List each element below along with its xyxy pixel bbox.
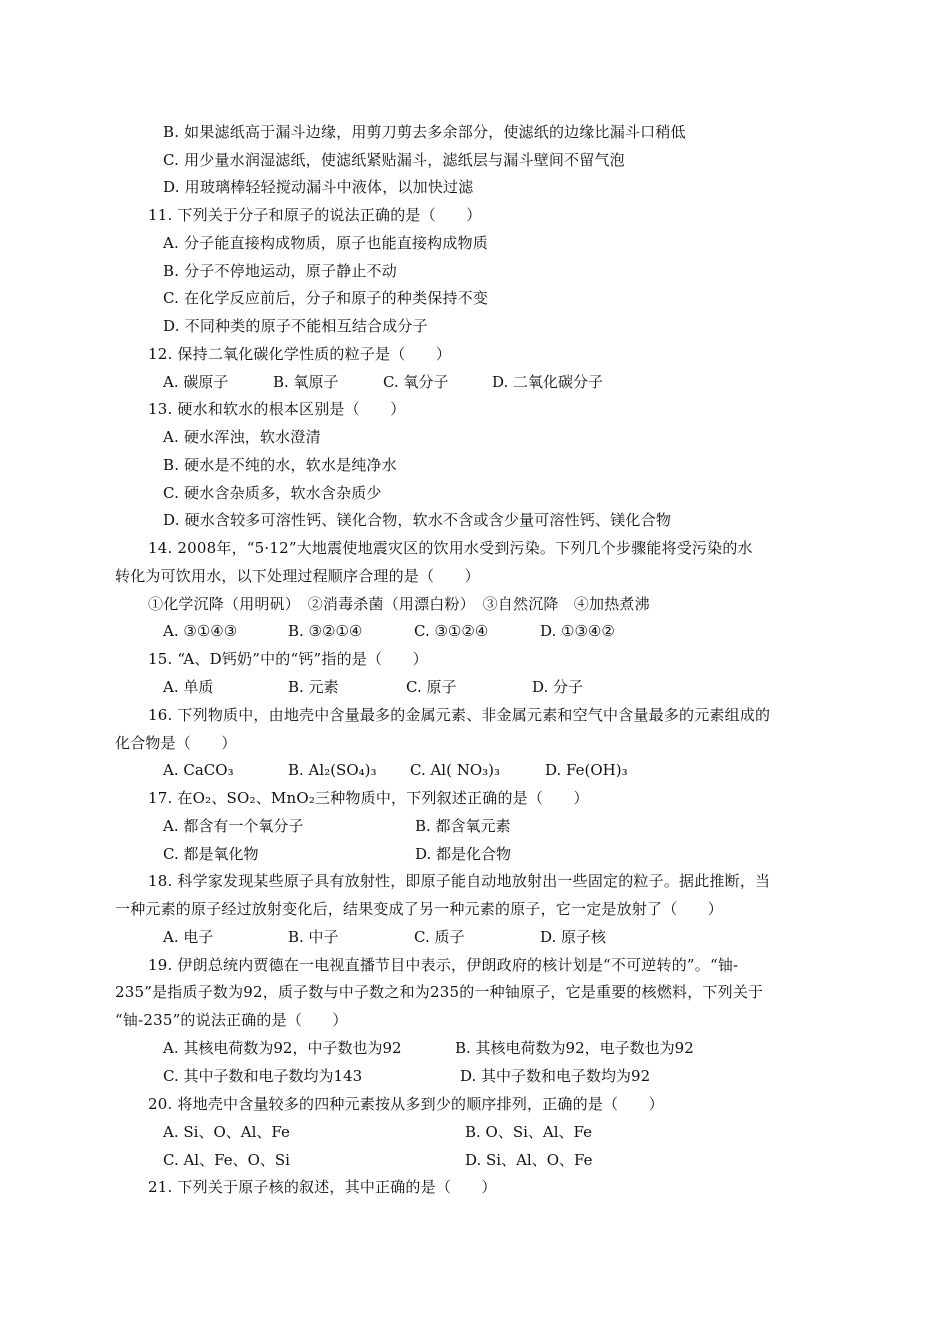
q13-option-a: A. 硬水浑浊，软水澄清 — [163, 428, 321, 446]
q20-stem: 20. 将地壳中含量较多的四种元素按从多到少的顺序排列，正确的是（ ） — [148, 1095, 664, 1113]
q20-option-b: B. O、Si、Al、Fe — [465, 1123, 593, 1141]
q14-option-d: D. ①③④② — [540, 622, 615, 640]
q19-option-c: C. 其中子数和电子数均为143 — [163, 1067, 363, 1085]
q11-option-b: B. 分子不停地运动，原子静止不动 — [163, 262, 397, 280]
q11-stem: 11. 下列关于分子和原子的说法正确的是（ ） — [148, 206, 482, 224]
q14-option-c: C. ③①②④ — [414, 622, 489, 640]
q12-option-b: B. 氧原子 — [273, 373, 339, 391]
q20-option-a: A. Si、O、Al、Fe — [163, 1123, 290, 1141]
q19-stem-line2: 235”是指质子数为92，质子数与中子数之和为235的一种铀原子，它是重要的核燃料，下列关于 — [115, 983, 764, 1001]
q10-option-d: D. 用玻璃棒轻轻搅动漏斗中液体，以加快过滤 — [163, 178, 474, 196]
q12-option-d: D. 二氧化碳分子 — [492, 373, 604, 391]
q16-option-b: B. Al₂(SO₄)₃ — [288, 761, 377, 779]
q12-option-c: C. 氧分子 — [383, 373, 449, 391]
q16-stem-line1: 16. 下列物质中，由地壳中含量最多的金属元素、非金属元素和空气中含量最多的元素组成的 — [148, 706, 771, 724]
q19-stem-line1: 19. 伊朗总统内贾德在一电视直播节目中表示，伊朗政府的核计划是“不可逆转的”。“铀- — [148, 956, 739, 974]
q14-stem-line2: 转化为可饮用水，以下处理过程顺序合理的是（ ） — [115, 567, 480, 585]
q16-stem-line2: 化合物是（ ） — [115, 734, 237, 752]
q12-option-a: A. 碳原子 — [163, 373, 229, 391]
q18-option-d: D. 原子核 — [540, 928, 607, 946]
q17-option-d: D. 都是化合物 — [415, 845, 512, 863]
q17-option-a: A. 都含有一个氧分子 — [163, 817, 304, 835]
q17-option-c: C. 都是氧化物 — [163, 845, 259, 863]
q14-stem-line1: 14. 2008年，“5·12”大地震使地震灾区的饮用水受到污染。下列几个步骤能将受污染的水 — [148, 539, 753, 557]
q14-option-a: A. ③①④③ — [163, 622, 238, 640]
q18-option-a: A. 电子 — [163, 928, 214, 946]
q10-option-c: C. 用少量水润湿滤纸，使滤纸紧贴漏斗，滤纸层与漏斗壁间不留气泡 — [163, 151, 625, 169]
q13-option-b: B. 硬水是不纯的水，软水是纯净水 — [163, 456, 397, 474]
q17-stem: 17. 在O₂、SO₂、MnO₂三种物质中，下列叙述正确的是（ ） — [148, 789, 589, 807]
q13-option-d: D. 硬水含较多可溶性钙、镁化合物，软水不含或含少量可溶性钙、镁化合物 — [163, 511, 672, 529]
q18-option-c: C. 质子 — [414, 928, 465, 946]
q15-option-a: A. 单质 — [163, 678, 214, 696]
q16-option-c: C. Al( NO₃)₃ — [410, 761, 501, 779]
q19-stem-line3: “铀-235”的说法正确的是（ ） — [115, 1011, 348, 1029]
q16-option-a: A. CaCO₃ — [163, 761, 234, 779]
q11-option-c: C. 在化学反应前后，分子和原子的种类保持不变 — [163, 289, 489, 307]
q16-option-d: D. Fe(OH)₃ — [545, 761, 628, 779]
q10-option-b: B. 如果滤纸高于漏斗边缘，用剪刀剪去多余部分，使滤纸的边缘比漏斗口稍低 — [163, 123, 686, 141]
q20-option-d: D. Si、Al、O、Fe — [465, 1151, 593, 1169]
q18-stem-line1: 18. 科学家发现某些原子具有放射性，即原子能自动地放射出一些固定的粒子。据此推断，当 — [148, 872, 771, 890]
q19-option-d: D. 其中子数和电子数均为92 — [460, 1067, 651, 1085]
q11-option-a: A. 分子能直接构成物质，原子也能直接构成物质 — [163, 234, 488, 252]
q11-option-d: D. 不同种类的原子不能相互结合成分子 — [163, 317, 428, 335]
q13-stem: 13. 硬水和软水的根本区别是（ ） — [148, 400, 406, 418]
q20-option-c: C. Al、Fe、O、Si — [163, 1151, 290, 1169]
q13-option-c: C. 硬水含杂质多，软水含杂质少 — [163, 484, 382, 502]
q15-option-c: C. 原子 — [406, 678, 457, 696]
q19-option-b: B. 其核电荷数为92，电子数也为92 — [455, 1039, 694, 1057]
q15-stem: 15. “A、D钙奶”中的“钙”指的是（ ） — [148, 650, 428, 668]
q19-option-a: A. 其核电荷数为92，中子数也为92 — [163, 1039, 402, 1057]
q15-option-d: D. 分子 — [532, 678, 584, 696]
q14-option-b: B. ③②①④ — [288, 622, 363, 640]
q17-option-b: B. 都含氧元素 — [415, 817, 511, 835]
q21-stem: 21. 下列关于原子核的叙述，其中正确的是（ ） — [148, 1178, 497, 1196]
q18-stem-line2: 一种元素的原子经过放射变化后，结果变成了另一种元素的原子，它一定是放射了（ ） — [115, 900, 724, 918]
q15-option-b: B. 元素 — [288, 678, 339, 696]
q12-stem: 12. 保持二氧化碳化学性质的粒子是（ ） — [148, 345, 452, 363]
q14-steps: ①化学沉降（用明矾） ②消毒杀菌（用漂白粉） ③自然沉降 ④加热煮沸 — [148, 595, 650, 613]
q18-option-b: B. 中子 — [288, 928, 339, 946]
